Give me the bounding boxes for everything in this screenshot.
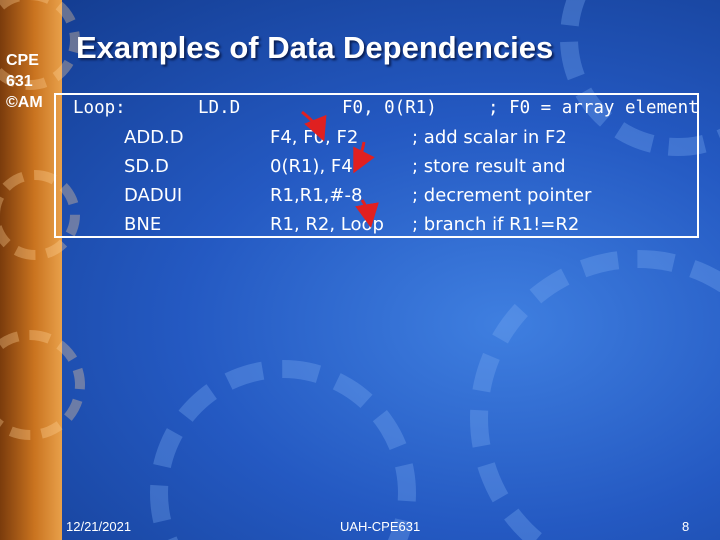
corner-label-line-1: CPE: [6, 52, 39, 69]
instruction-comment-3: ; store result and: [412, 156, 566, 177]
dependency-arrow-f0: [302, 112, 322, 136]
footer-page-number: 8: [682, 519, 690, 534]
instruction-op-4: DADUI: [124, 185, 183, 206]
instruction-op-5: BNE: [124, 214, 162, 235]
dependency-arrow-r1: [362, 200, 370, 222]
corner-label-line-2: 631: [6, 73, 33, 90]
dependency-arrow-f4: [356, 142, 364, 168]
instruction-comment-1: ; F0 = array element: [488, 98, 699, 118]
instruction-args-3: 0(R1), F4: [270, 156, 353, 177]
instruction-args-4: R1,R1,#-8: [270, 185, 363, 206]
instruction-comment-5: ; branch if R1!=R2: [412, 214, 580, 235]
footer-course: UAH-CPE631: [340, 519, 421, 534]
footer-date: 12/21/2021: [66, 519, 132, 534]
instruction-op-1: LD.D: [198, 98, 241, 118]
instruction-args-1: F0, 0(R1): [342, 98, 437, 118]
corner-label-line-3: ©AM: [6, 94, 43, 111]
instruction-args-5: R1, R2, Loop: [270, 214, 384, 235]
slide-title: Examples of Data Dependencies: [76, 30, 554, 65]
loop-label: Loop:: [73, 98, 126, 118]
instruction-args-2: F4, F0, F2: [270, 127, 359, 148]
instruction-comment-2: ; add scalar in F2: [412, 127, 567, 148]
instruction-op-3: SD.D: [124, 156, 169, 177]
instruction-op-2: ADD.D: [124, 127, 184, 148]
instruction-comment-4: ; decrement pointer: [412, 185, 592, 206]
